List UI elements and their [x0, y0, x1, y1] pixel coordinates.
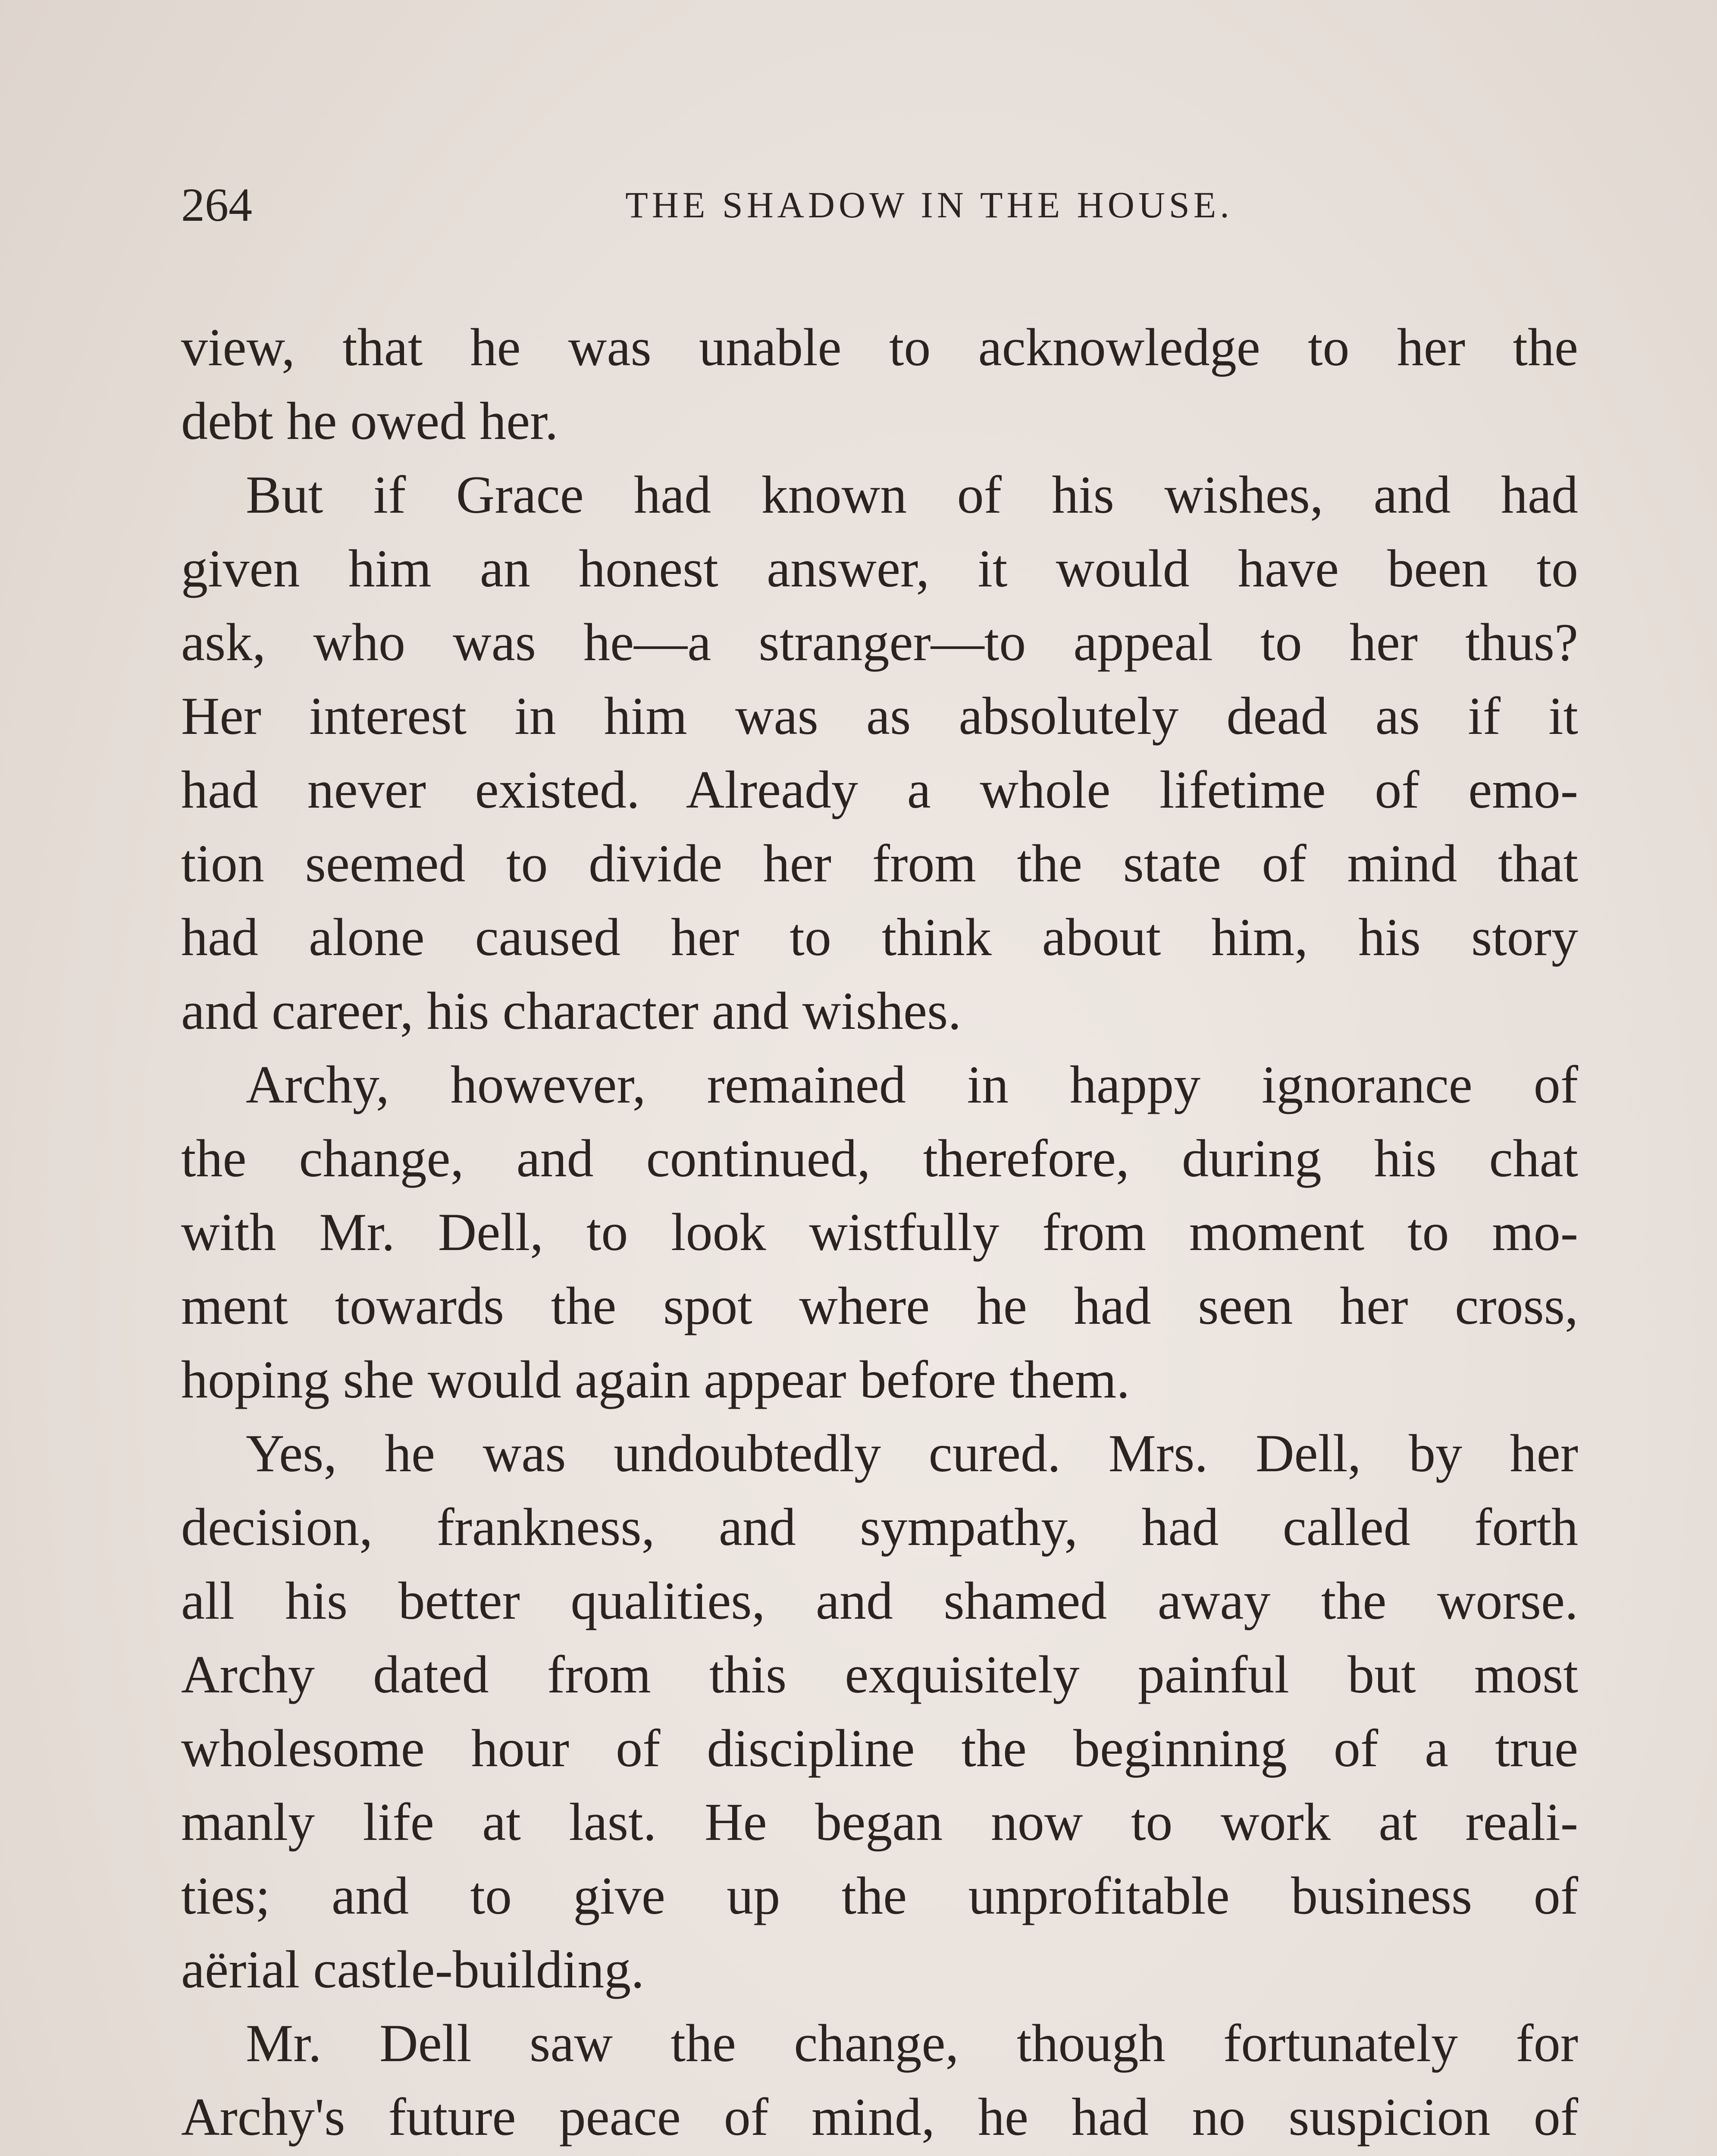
text-line: ask, who was he—a stranger—to appeal to her thus? [181, 613, 1578, 672]
text-line: hoping she would again appear before them. [181, 1350, 1130, 1409]
body-text [181, 310, 1578, 2156]
text-line: and career, his character and wishes. [181, 981, 962, 1040]
text-line: all his better qualities, and shamed away the worse. [181, 1571, 1578, 1630]
text-line: aërial castle-building. [181, 1940, 645, 1999]
text-line: Archy dated from this exquisitely painful but most [181, 1645, 1578, 1704]
text-line: debt he owed her. [181, 392, 558, 451]
text-line: had alone caused her to think about him, his story [181, 908, 1578, 967]
running-title: THE SHADOW IN THE HOUSE. [625, 184, 1233, 226]
text-line: wholesome hour of discipline the beginning of a true [181, 1719, 1578, 1778]
text-line: the change, and continued, therefore, during his chat [181, 1129, 1578, 1188]
text-line: given him an honest answer, it would have been to [181, 539, 1578, 598]
paragraph-1 [181, 310, 1578, 458]
paragraph-3 [181, 1048, 1578, 1416]
text-line: Yes, he was undoubtedly cured. Mrs. Dell, by her [246, 1424, 1578, 1483]
paragraph-2 [181, 458, 1578, 1048]
text-line: view, that he was unable to acknowledge to her the [181, 318, 1578, 377]
text-line: ment towards the spot where he had seen her cross, [181, 1276, 1578, 1335]
text-line: ties; and to give up the unprofitable business of [181, 1866, 1578, 1925]
text-line: tion seemed to divide her from the state of mind that [181, 834, 1578, 893]
paragraph-4 [181, 1416, 1578, 2006]
page-number: 264 [181, 179, 252, 231]
text-line: had never existed. Already a whole lifetime of emo- [181, 760, 1578, 819]
text-line: Mr. Dell saw the change, though fortunately for [246, 2014, 1578, 2073]
text-line: Archy's future peace of mind, he had no suspicion of [181, 2087, 1578, 2147]
text-line: Archy, however, remained in happy ignorance of [246, 1055, 1578, 1114]
text-line: Her interest in him was as absolutely dead as if it [181, 686, 1578, 746]
text-line: manly life at last. He began now to work at reali- [181, 1792, 1578, 1852]
page-header [181, 172, 1578, 237]
text-line: with Mr. Dell, to look wistfully from moment to mo- [181, 1203, 1578, 1262]
text-line: decision, frankness, and sympathy, had called forth [181, 1498, 1578, 1557]
text-line [181, 2154, 1578, 2156]
paragraph-5 [181, 2006, 1578, 2156]
text-line: But if Grace had known of his wishes, and had [246, 465, 1578, 524]
